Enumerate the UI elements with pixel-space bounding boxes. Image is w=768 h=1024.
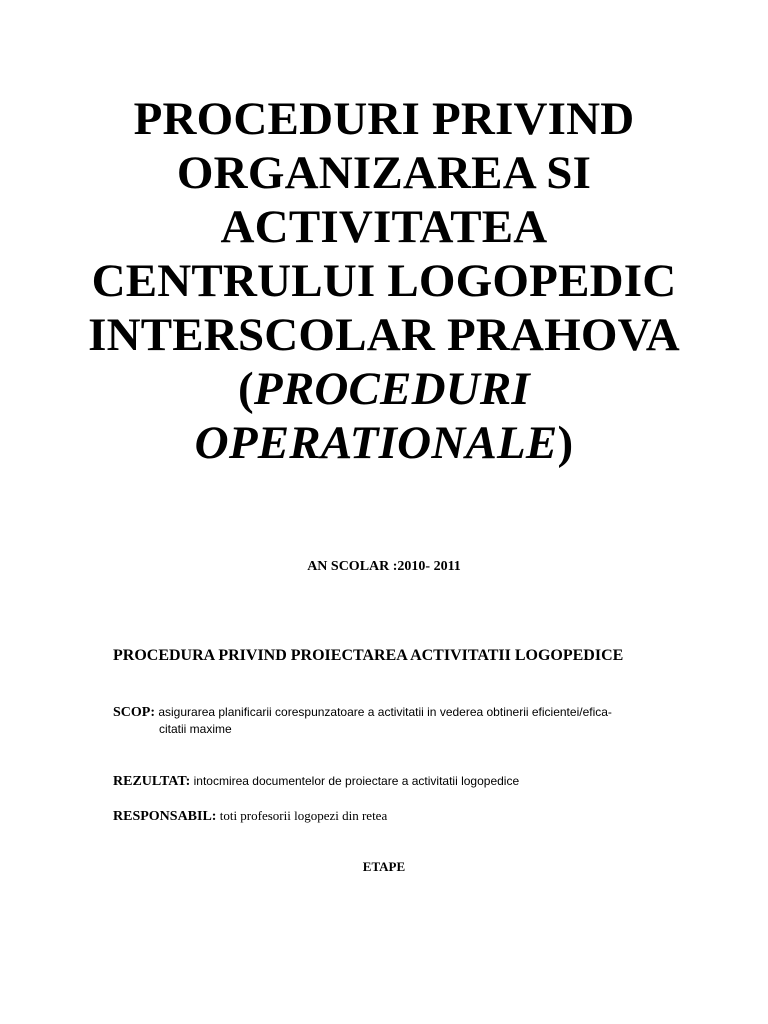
- responsabil-label: RESPONSABIL:: [113, 809, 217, 824]
- scop-value: asigurarea planificarii corespunzatoare a activitatii in vederea obtinerii eficientei/efica-: [155, 705, 612, 719]
- scop-value-continuation: citatii maxime: [159, 722, 232, 736]
- title-line-4: CENTRULUI LOGOPEDIC: [91, 255, 677, 307]
- title-line-6: [0, 362, 768, 416]
- rezultat-value: intocmirea documentelor de proiectare a activitatii logopedice: [190, 774, 520, 788]
- title-line-1: PROCEDURI PRIVIND: [133, 93, 635, 145]
- title-italic-proceduri: PROCEDURI: [253, 363, 530, 415]
- rezultat-field: [113, 772, 519, 791]
- title-close-paren: ): [557, 417, 574, 469]
- school-year: AN SCOLAR :2010- 2011: [307, 559, 461, 574]
- scop-field: [113, 703, 612, 722]
- rezultat-label: REZULTAT:: [113, 774, 191, 789]
- procedure-title: PROCEDURA PRIVIND PROIECTAREA ACTIVITATII LOGOPEDICE: [113, 647, 624, 664]
- title-line-7: [0, 416, 768, 470]
- scop-label: SCOP:: [113, 705, 155, 720]
- responsabil-field: [113, 807, 387, 826]
- title-open-paren: (: [238, 363, 254, 415]
- responsabil-value: toti profesorii logopezi din retea: [216, 808, 388, 823]
- document-title: [0, 92, 768, 470]
- title-line-3: ACTIVITATEA: [220, 201, 548, 253]
- title-line-2: ORGANIZAREA SI: [176, 147, 592, 199]
- etape-heading: ETAPE: [362, 859, 406, 874]
- title-line-5: INTERSCOLAR PRAHOVA: [88, 309, 680, 361]
- title-italic-operationale: OPERATIONALE: [194, 417, 558, 469]
